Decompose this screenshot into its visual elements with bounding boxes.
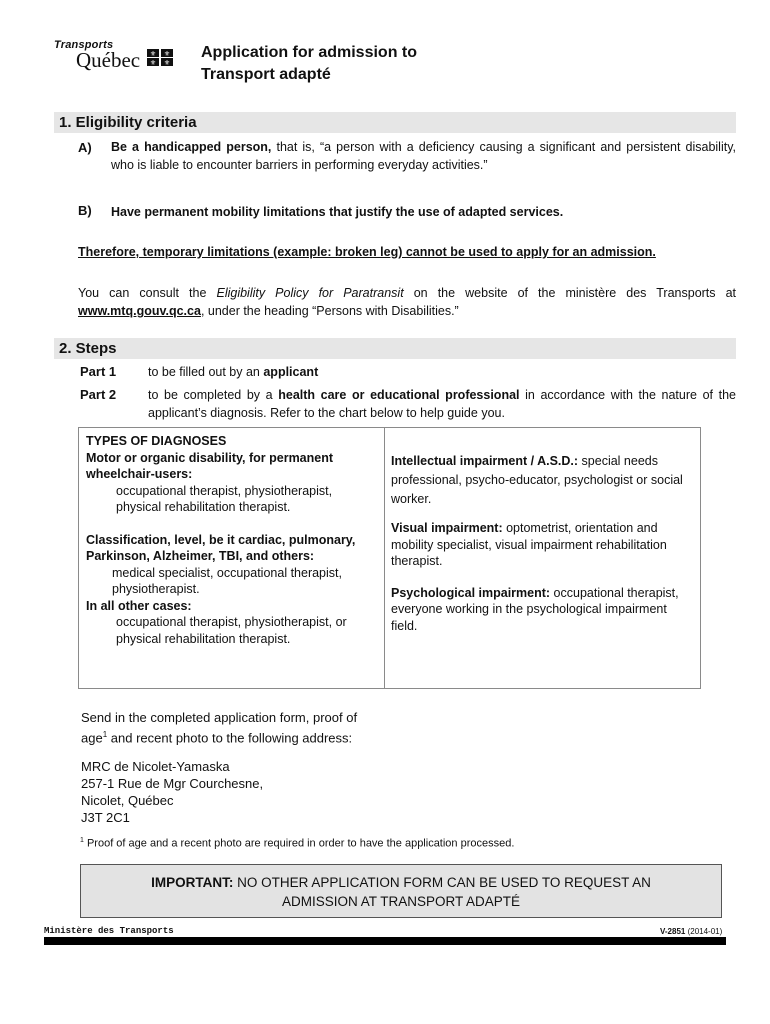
motor-title: Motor or organic disability, for permanent wheelchair-users: xyxy=(86,450,334,481)
document-title-line1: Application for admission to xyxy=(201,44,418,61)
mailing-address xyxy=(81,758,263,826)
consult-paragraph xyxy=(78,284,736,320)
diagnoses-heading: TYPES OF DIAGNOSES xyxy=(86,434,227,448)
intellectual-text: special needs professional, psycho-educator, psychologist or social worker. xyxy=(391,454,683,506)
criterion-b-letter: B) xyxy=(78,203,92,218)
svg-text:⚜: ⚜ xyxy=(163,50,171,58)
address-line2: 257-1 Rue de Mgr Courchesne, xyxy=(81,776,264,791)
footnote xyxy=(80,837,514,850)
logo-quebec-text: Québec xyxy=(76,48,141,72)
part1-bold: applicant xyxy=(263,365,319,379)
part2-post: in accordance with the nature of the applicant’s diagnosis. Refer to the chart below to help guide you. xyxy=(148,388,736,420)
part1-pre: to be filled out by an xyxy=(148,365,264,379)
part2-bold: health care or educational professional xyxy=(278,388,520,402)
diagnoses-right-column xyxy=(391,452,693,634)
document-title-line2: Transport adapté xyxy=(201,66,331,83)
policy-title: Eligibility Policy for Paratransit xyxy=(216,286,404,300)
diagnoses-left-column xyxy=(86,433,378,647)
svg-text:⚜: ⚜ xyxy=(149,50,157,58)
address-line3: Nicolet, Québec xyxy=(81,793,174,808)
intellectual-entry xyxy=(391,452,693,509)
other-cases-text: occupational therapist, physiotherapist, or physical rehabilitation therapist. xyxy=(116,615,347,646)
diagnoses-divider xyxy=(384,427,385,689)
footer-form-code xyxy=(660,927,722,936)
important-text: NO OTHER APPLICATION FORM CAN BE USED TO REQUEST AN xyxy=(233,875,651,890)
criterion-a-letter: A) xyxy=(78,140,92,155)
footer-ministry: Ministère des Transports xyxy=(44,926,174,936)
visual-title: Visual impairment: xyxy=(391,521,503,535)
criterion-a-body: that is, “a person with a deficiency causing a significant and persistent disability, who is liable to encounter barriers in performing everyday activities.” xyxy=(111,140,737,172)
important-text-line2: ADMISSION AT TRANSPORT ADAPTÉ xyxy=(281,894,521,909)
psychological-title: Psychological impairment: xyxy=(391,585,551,600)
consult-mid: on the website of the ministère des Transports at xyxy=(403,286,737,300)
send-instructions xyxy=(81,709,386,746)
part2-label: Part 2 xyxy=(80,387,117,402)
criterion-a-text xyxy=(111,138,736,174)
visual-entry xyxy=(391,520,693,570)
svg-text:⚜: ⚜ xyxy=(149,59,157,66)
psychological-entry xyxy=(391,585,693,635)
classification-text: medical specialist, occupational therapist, physiotherapist. xyxy=(112,565,342,596)
criterion-a-bold: Be a handicapped person, xyxy=(111,140,272,154)
psychological-text: occupational therapist, everyone working in the psychological impairment field. xyxy=(391,585,679,633)
svg-text:⚜: ⚜ xyxy=(163,59,171,66)
part2-text xyxy=(148,386,736,422)
consult-pre: You can consult the xyxy=(78,286,217,300)
quebec-flag-icon xyxy=(147,49,173,66)
other-cases-title: In all other cases: xyxy=(86,598,192,613)
footnote-ref: 1 xyxy=(102,730,108,739)
form-date: (2014-01) xyxy=(685,927,723,936)
document-title xyxy=(201,42,417,86)
classification-title: Classification, level, be it cardiac, pulmonary, Parkinson, Alzheimer, TBI, and others: xyxy=(86,532,356,563)
criterion-b-text: Have permanent mobility limitations that justify the use of adapted services. xyxy=(111,205,564,219)
send-post: and recent photo to the following address: xyxy=(107,730,353,746)
part1-label: Part 1 xyxy=(80,364,117,379)
section2-bar xyxy=(54,338,736,359)
section2-title: 2. Steps xyxy=(59,340,117,357)
footnote-mark: 1 xyxy=(80,837,84,844)
address-postal-code: J3T 2C1 xyxy=(81,810,130,825)
footer-bar xyxy=(44,937,726,945)
send-pre: Send in the completed application form, proof of age xyxy=(81,710,358,746)
visual-text: optometrist, orientation and mobility specialist, visual impairment rehabilitation therapist. xyxy=(391,521,667,568)
therefore-note: Therefore, temporary limitations (example: broken leg) cannot be used to apply for an admission. xyxy=(78,245,656,259)
part1-text xyxy=(148,363,318,381)
consult-post: , under the heading “Persons with Disabilities.” xyxy=(200,304,459,318)
form-code: V-2851 xyxy=(660,927,686,936)
address-line1: MRC de Nicolet-Yamaska xyxy=(81,759,230,774)
motor-text: occupational therapist, physiotherapist, physical rehabilitation therapist. xyxy=(116,483,333,514)
intellectual-title: Intellectual impairment / A.S.D.: xyxy=(391,454,579,468)
mtq-website-link[interactable]: www.mtq.gouv.qc.ca xyxy=(78,304,201,318)
footnote-text: Proof of age and a recent photo are required in order to have the application processed. xyxy=(83,837,515,850)
important-notice xyxy=(80,864,722,918)
part2-pre: to be completed by a xyxy=(148,388,279,402)
section1-title: 1. Eligibility criteria xyxy=(59,114,197,131)
important-label: IMPORTANT: xyxy=(151,875,234,890)
logo-transports-text: Transports xyxy=(54,39,114,51)
